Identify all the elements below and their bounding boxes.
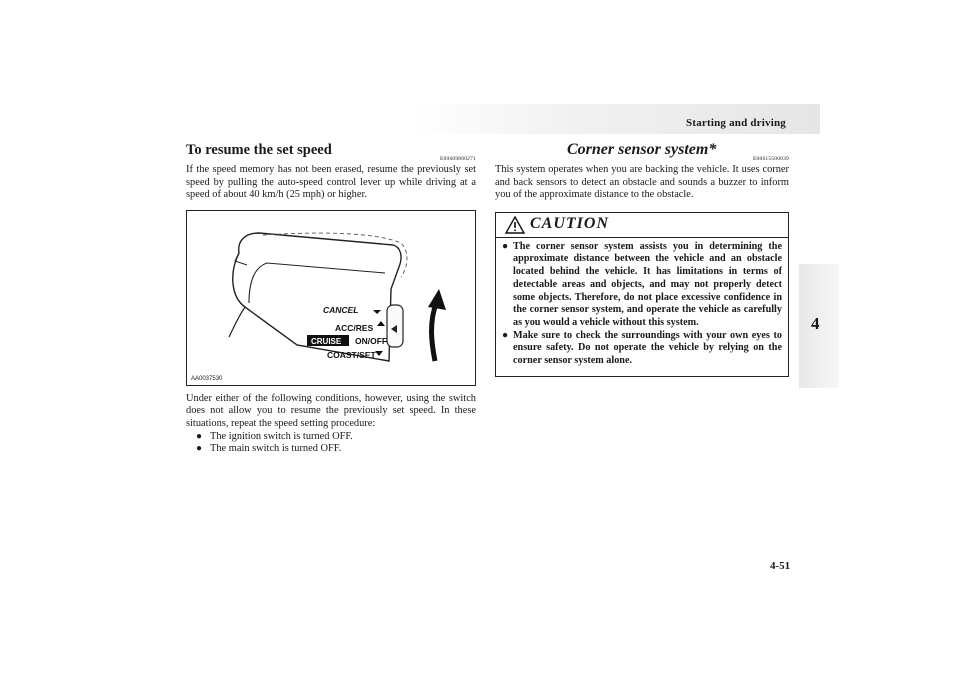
caution-item: ● Make sure to check the surroundings with your own eyes to ensure safety. Do not operate the vehicle by relying on the corner sensor system alone. [502,329,782,367]
bullet-icon: ● [502,329,509,341]
cruise-lever-figure [186,210,476,386]
figure-label: AA0037530 [191,375,223,382]
right-heading-row [495,142,789,160]
bullet-icon: ● [502,240,509,252]
caution-body [496,238,788,376]
list-item: ● The main switch is turned OFF. [196,443,342,455]
left-column [186,142,476,456]
warning-triangle-icon [505,216,525,234]
corner-sensor-paragraph: This system operates when you are backing the vehicle. It uses corner and back sensors to detect an obstacle and sounds a buzzer to inform you of the approximate distance to the obstacle. [495,164,789,201]
cancel-label: CANCEL [323,304,359,315]
coastset-label: COAST/SET [327,349,376,360]
bullet-icon: ● [196,430,203,442]
chapter-number: 4 [811,314,820,333]
caution-box [495,212,789,377]
caution-title: CAUTION [530,214,610,232]
right-column [495,142,789,377]
caution-header [496,213,788,238]
caution-item: ● The corner sensor system assists you in determining the approximate distance between the vehicle and an obstacle located behind the vehicle. It has limitations in terms of detectable areas and objects, and may not properly detect some objects. Therefore, do not place excessive confidence in the corner sensor system, and operate the vehicle as carefully as you would a vehicle without this system. [502,240,782,328]
page-number: 4-51 [770,560,791,572]
onoff-label: ON/OFF [355,335,388,346]
section-heading-corner-sensor: Corner sensor system* [567,141,717,158]
left-heading-row [186,142,476,160]
accres-label: ACC/RES [335,322,374,333]
conditions-list [186,431,476,456]
section-code: E00615500039 [752,156,789,162]
header-title: Starting and driving [686,117,786,129]
conditions-paragraph: Under either of the following conditions, however, using the switch does not allow you to resume the previously set speed. In these situations, repeat the speed setting procedure: [186,392,476,429]
resume-paragraph: If the speed memory has not been erased, resume the previously set speed by pulling the auto-speed control lever up while driving at a speed of about 40 km/h (25 mph) or higher. [186,164,476,201]
cruise-label: CRUISE [311,336,342,346]
section-code: E00609800271 [439,156,476,162]
bullet-icon: ● [196,443,203,455]
section-heading-resume: To resume the set speed [186,142,332,158]
list-item: ● The ignition switch is turned OFF. [196,430,353,442]
cruise-lever-illustration [187,211,475,385]
